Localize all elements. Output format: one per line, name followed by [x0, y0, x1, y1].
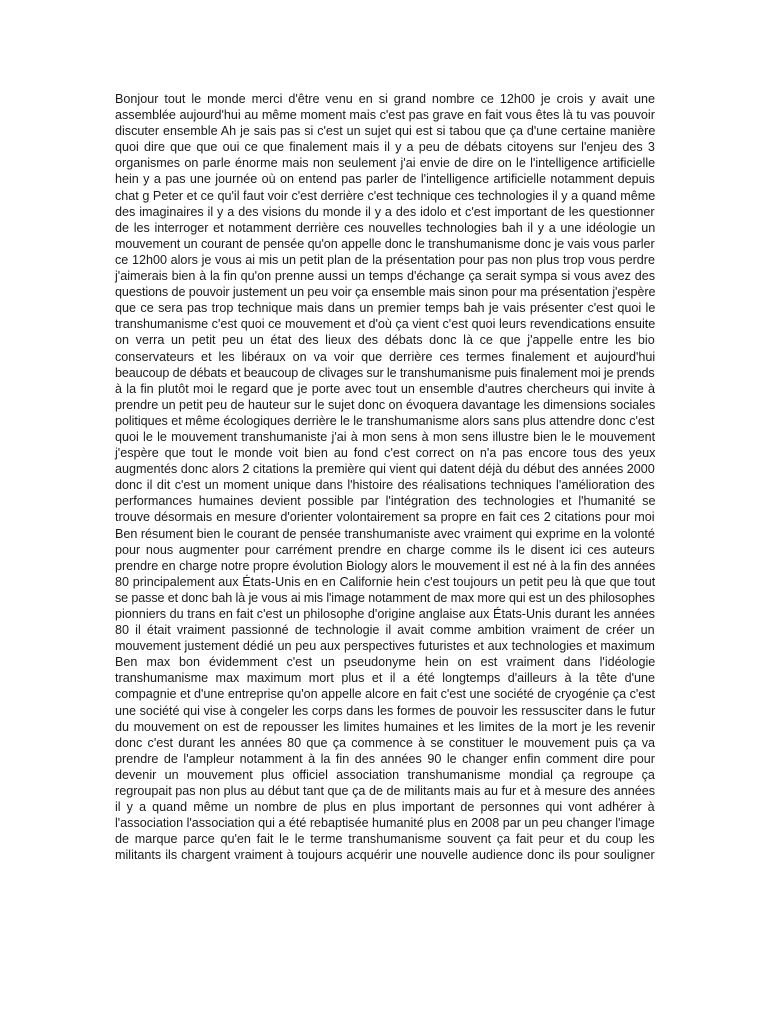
text-line: organismes on parle énorme mais non seulement j'ai envie de dire on le l'intelligence artificielle [115, 156, 656, 171]
text-line: trouve désormais en mesure d'orienter volontairement sa propre en fait ces 2 citations pour moi [115, 510, 655, 525]
text-line: hein y a pas une journée où on entend pas parler de l'intelligence artificielle notamment depuis [115, 172, 655, 187]
text-line: questions de pouvoir justement un peu voir ça ensemble mais sinon pour ma présentation j'espère [115, 285, 656, 300]
text-line: l'association l'association qui a été rebaptisée humanité plus en 2008 par un peu changer l'image [115, 816, 655, 831]
text-line: assemblée aujourd'hui au même moment mais c'est pas grave en fait vous êtes là tu vas pouvoir [115, 108, 655, 123]
text-line: politiques et même écologiques derrière le le transhumanisme alors sans plus attendre donc c'est [115, 413, 655, 428]
text-line: une société qui vise à congeler les corps dans les formes de pouvoir les ressusciter dans le futur [115, 703, 656, 718]
text-line: devenir un mouvement plus officiel association transhumanisme mondial ça regroupe ça [115, 767, 655, 782]
text-line: donc il dit c'est un moment unique dans l'histoire des réalisations techniques l'amélioration des [115, 478, 655, 493]
text-line: Ben max bon évidemment c'est un pseudonyme hein on est vraiment dans l'idéologie [115, 655, 656, 670]
text-line: Ben résument bien le courant de pensée transhumaniste avec vraiment qui exprime en la volonté [115, 526, 655, 541]
text-line: 80 il était vraiment passionné de technologie il avait comme ambition vraiment de créer un [115, 623, 655, 638]
text-line: des imaginaires il y a des visions du monde il y a des idolo et c'est important de les questionner [115, 204, 655, 219]
text-line: de les interroger et notamment derrière ces nouvelles technologies bah il y a une idéologie un [115, 220, 656, 235]
text-line: mouvement un courant de pensée qu'on appelle donc le transhumanisme donc je vais vous parler [115, 236, 655, 251]
text-line: militants ils chargent vraiment à toujours acquérir une nouvelle audience donc ils pour souligner [115, 848, 655, 863]
text-line: il y a quand même un nombre de plus en plus important de personnes qui vont adhérer à [115, 800, 655, 815]
text-line: Bonjour tout le monde merci d'être venu en si grand nombre ce 12h00 je crois y avait une [115, 92, 656, 106]
text-line: se passe et donc bah là je vous ai mis l'image notamment de max more qui est un des philosophes [115, 590, 655, 605]
text-line: à la fin plutôt moi le regard que je porte avec tout un ensemble d'autres chercheurs qui invite à [115, 381, 656, 396]
text-line: prendre un petit peu de hauteur sur le sujet donc on évoquera davantage les dimensions sociales [115, 397, 656, 412]
text-line: pionniers du trans en fait c'est un philosophe d'origine anglaise aux États-Unis durant les années [115, 607, 655, 621]
text-line: transhumanisme c'est quoi ce mouvement et d'où ça vient c'est quoi leurs revendications ensuite [115, 317, 656, 332]
text-line: chat g Peter et ce qu'il faut voir c'est derrière c'est technique ces technologies il y a quand même [115, 188, 656, 203]
text-line: 80 principalement aux États-Unis en en Californie hein c'est toujours un petit peu là que que tout [115, 574, 656, 589]
text-line: conservateurs et les libéraux on va voir que derrière ces termes finalement et aujourd'hui [115, 349, 656, 364]
text-line: j'aimerais bien à la fin qu'on prenne aussi un temps d'échange ça serait sympa si vous avez des [115, 269, 656, 284]
text-line: regroupait pas non plus au début tant que ça de de militants mais au fur et à mesure des années [115, 784, 656, 799]
text-line: de marque parce qu'en fait le le terme transhumanisme souvent ça fait peur et du coup les [115, 832, 655, 847]
text-line: augmentés donc alors 2 citations la première qui vient qui datent déjà du début des années 2000 [115, 462, 655, 477]
text-line: prendre en charge notre propre évolution Biology alors le mouvement il est né à la fin des années [115, 558, 656, 573]
text-line: transhumanisme max maximum mort plus et il a été longtemps d'ailleurs à la tête d'une [115, 671, 655, 686]
text-line: quoi le le mouvement transhumaniste j'ai à mon sens à mon sens illustre bien le le mouvement [115, 429, 656, 444]
text-line: du mouvement on est de repousser les limites humaines et les limites de la mort je les revenir [115, 719, 656, 734]
text-line: performances humaines devient possible par l'intégration des technologies et l'humanité se [115, 494, 656, 509]
text-line: on verra un petit peu un état des lieux des débats donc là ce que j'appelle entre les bio [115, 333, 655, 348]
text-line: j'espère que tout le monde voit bien au fond c'est correct on n'a pas encore tous des yeux [115, 446, 656, 461]
text-line: donc c'est durant les années 80 que ça commence à se constituer le mouvement puis ça va [115, 735, 656, 750]
text-line: ce 12h00 alors je vous ai mis un petit plan de la présentation pour pas non plus trop vous perdre [115, 252, 655, 267]
text-line: que ce sera pas trop technique mais dans un premier temps bah je vais présenter c'est quoi le [115, 301, 656, 316]
text-line: discuter ensemble Ah je sais pas si c'est un sujet qui est si tabou que ça d'une certaine manière [115, 124, 656, 139]
text-line: compagnie et d'une entreprise qu'on appelle alcore en fait c'est une société de cryogénie ça c'est [115, 687, 656, 702]
text-line: quoi dire que que oui ce que finalement mais il y a peu de débats citoyens sur l'enjeu des 3 [115, 140, 655, 155]
text-line: mouvement justement dédié un peu aux perspectives futuristes et aux technologies et maximum [115, 639, 655, 654]
text-line: prendre de l'ampleur notamment à la fin des années 90 le changer enfin comment dire pour [115, 751, 655, 766]
text-line: pour nous augmenter pour carrément prendre en charge comme ils le disent ici ces auteurs [115, 542, 655, 557]
text-line: beaucoup de débats et beaucoup de clivages sur le transhumanisme puis finalement moi je prends [115, 365, 655, 380]
transcript-text-block [115, 91, 655, 864]
